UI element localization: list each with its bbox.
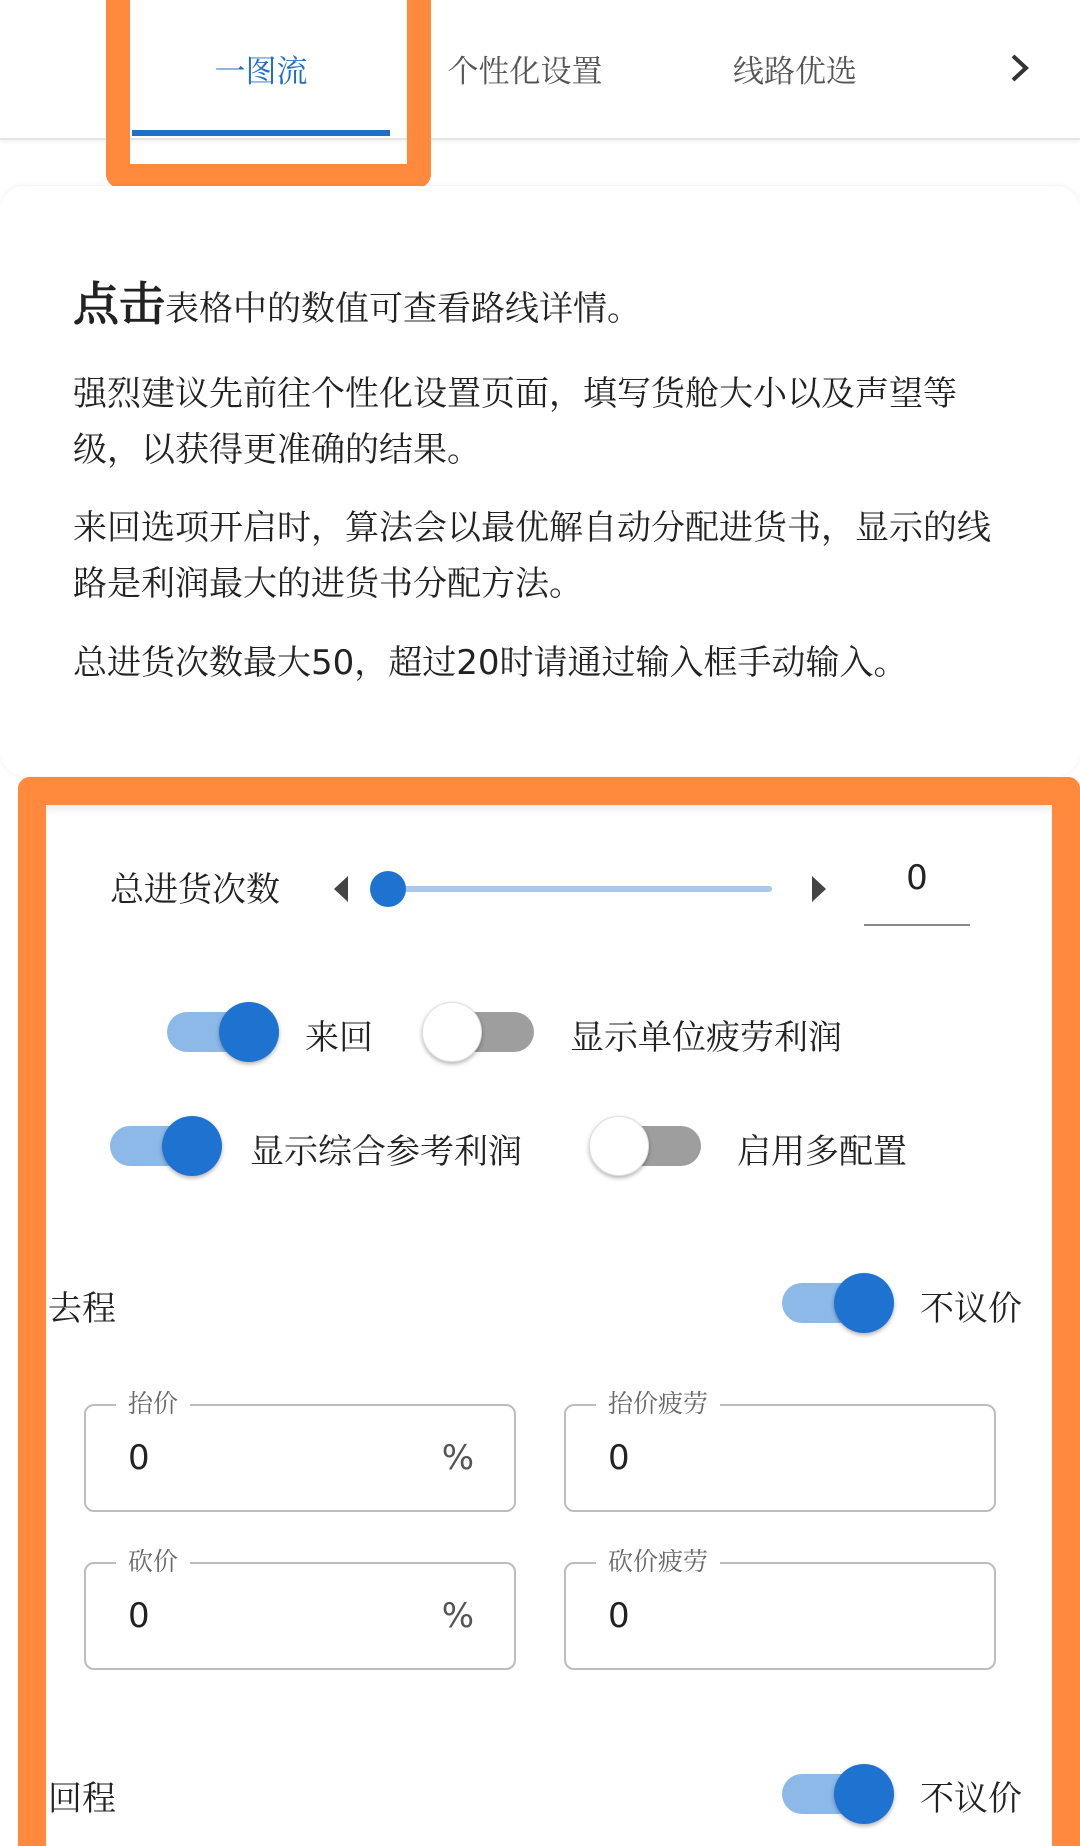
info-line-1 — [73, 276, 1023, 337]
percent-suffix: % — [441, 1438, 474, 1478]
return-title: 回程 — [48, 1779, 116, 1819]
toggle-knob — [162, 1116, 222, 1176]
cut-price-input[interactable]: 0 — [128, 1596, 150, 1636]
purchases-slider-track[interactable] — [388, 886, 772, 892]
tab-one-chart[interactable] — [132, 0, 390, 136]
tab-route-optimization[interactable] — [700, 0, 890, 136]
round-trip-toggle[interactable] — [167, 1002, 279, 1062]
toggle-knob — [219, 1002, 279, 1062]
cut-fatigue-input[interactable]: 0 — [608, 1596, 630, 1636]
field-label: 抬价 — [116, 1388, 190, 1420]
raise-fatigue-field[interactable] — [564, 1389, 996, 1512]
return-no-bargain-toggle[interactable] — [782, 1764, 894, 1824]
tab-personal-settings[interactable] — [430, 0, 620, 136]
composite-profit-toggle[interactable] — [110, 1116, 222, 1176]
composite-profit-label: 显示综合参考利润 — [250, 1132, 522, 1172]
triangle-right-icon[interactable] — [812, 876, 826, 902]
chevron-right-icon[interactable] — [990, 38, 1050, 98]
outbound-no-bargain-toggle[interactable] — [782, 1273, 894, 1333]
field-label: 砍价疲劳 — [596, 1546, 720, 1578]
cut-fatigue-field[interactable] — [564, 1547, 996, 1670]
info-emphasis: 点击 — [73, 277, 165, 331]
percent-suffix: % — [441, 1596, 474, 1636]
active-tab-indicator — [132, 130, 390, 136]
tab-label: 线路优选 — [733, 53, 857, 90]
round-trip-label: 来回 — [305, 1018, 373, 1058]
multi-config-toggle[interactable] — [589, 1116, 701, 1176]
info-line-2: 强烈建议先前往个性化设置页面，填写货舱大小以及声望等级，以获得更准确的结果。 — [73, 374, 957, 470]
multi-config-label: 启用多配置 — [737, 1132, 907, 1172]
info-line-4: 总进货次数最大50，超过20时请通过输入框手动输入。 — [73, 643, 908, 683]
raise-price-field[interactable] — [84, 1389, 516, 1512]
total-purchases-label: 总进货次数 — [110, 870, 280, 910]
outbound-no-bargain-label: 不议价 — [920, 1289, 1022, 1329]
field-label: 抬价疲劳 — [596, 1388, 720, 1420]
triangle-left-icon[interactable] — [334, 876, 348, 902]
toggle-knob — [834, 1764, 894, 1824]
tab-bar — [0, 0, 1080, 140]
return-no-bargain-label: 不议价 — [920, 1779, 1022, 1819]
input-underline — [864, 924, 970, 926]
outbound-title: 去程 — [48, 1289, 116, 1329]
unit-fatigue-profit-toggle[interactable] — [422, 1002, 534, 1062]
info-card — [0, 186, 1080, 776]
cut-price-field[interactable] — [84, 1547, 516, 1670]
info-line-1-text: 表格中的数值可查看路线详情。 — [165, 289, 641, 329]
info-line-3: 来回选项开启时，算法会以最优解自动分配进货书，显示的线路是利润最大的进货书分配方法。 — [73, 508, 991, 604]
field-label: 砍价 — [116, 1546, 190, 1578]
toggle-knob — [589, 1116, 649, 1176]
unit-fatigue-profit-label: 显示单位疲劳利润 — [570, 1018, 842, 1058]
raise-price-input[interactable]: 0 — [128, 1438, 150, 1478]
purchases-slider-thumb[interactable] — [370, 871, 406, 907]
tab-label: 一图流 — [214, 53, 308, 90]
toggle-knob — [834, 1273, 894, 1333]
total-purchases-input[interactable]: 0 — [906, 858, 928, 898]
raise-fatigue-input[interactable]: 0 — [608, 1438, 630, 1478]
tab-label: 个性化设置 — [447, 53, 603, 90]
toggle-knob — [422, 1002, 482, 1062]
